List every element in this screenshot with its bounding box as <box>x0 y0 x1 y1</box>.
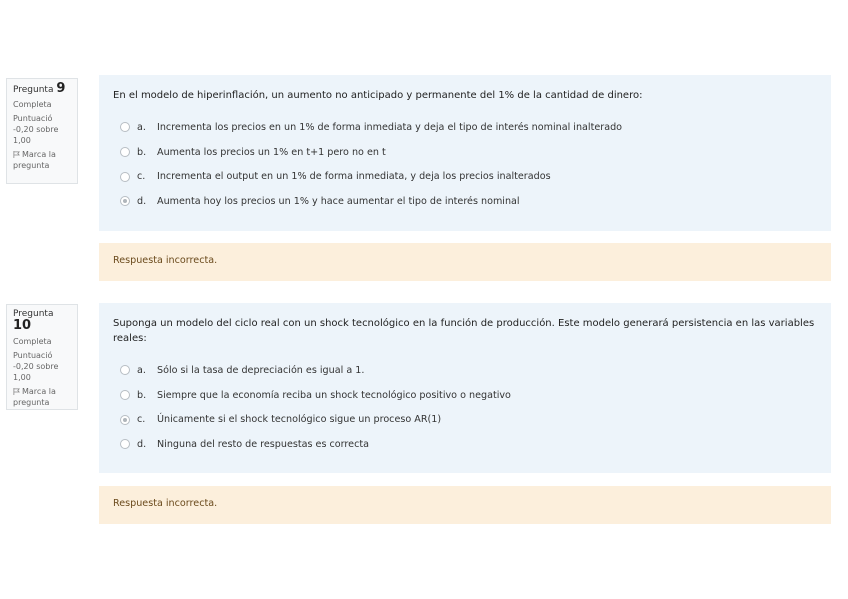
answer-option-c[interactable] <box>113 407 817 432</box>
answer-letter: a. <box>137 121 146 133</box>
question-score: Puntuació -0,20 sobre 1,00 <box>13 114 59 145</box>
answer-text: Aumenta hoy los precios un 1% y hace aumentar el tipo de interés nominal <box>157 195 520 207</box>
radio-button[interactable] <box>120 365 130 375</box>
answer-option-c[interactable] <box>113 164 817 189</box>
question-text: En el modelo de hiperinflación, un aumento no anticipado y permanente del 1% de la cantidad de dinero: <box>113 90 643 101</box>
flag-question-link[interactable] <box>13 386 71 408</box>
question-number: 9 <box>56 81 66 96</box>
radio-button-selected[interactable] <box>120 196 130 206</box>
radio-button[interactable] <box>120 172 130 182</box>
flag-icon <box>13 388 20 395</box>
question-content-9 <box>99 75 831 231</box>
answer-text: Ninguna del resto de respuestas es correcta <box>157 438 369 450</box>
answer-option-d[interactable] <box>113 189 817 214</box>
radio-button-selected[interactable] <box>120 415 130 425</box>
flag-label: Marca la pregunta <box>13 387 56 407</box>
answer-text: Únicamente si el shock tecnológico sigue un proceso AR(1) <box>157 414 442 426</box>
answer-letter: c. <box>137 414 146 426</box>
question-label: Pregunta <box>13 309 54 319</box>
question-state: Completa <box>13 100 52 109</box>
question-label: Pregunta <box>13 85 54 95</box>
radio-button[interactable] <box>120 390 130 400</box>
answer-letter: d. <box>137 195 147 207</box>
answer-letter: b. <box>137 389 147 401</box>
flag-icon <box>13 151 20 158</box>
radio-button[interactable] <box>120 439 130 449</box>
answer-option-d[interactable] <box>113 432 817 457</box>
answer-text: Incrementa el output en un 1% de forma inmediata, y deja los precios inalterados <box>157 171 551 183</box>
answer-option-b[interactable] <box>113 383 817 408</box>
flag-question-link[interactable] <box>13 149 71 171</box>
question-header <box>13 309 71 333</box>
question-text: Suponga un modelo del ciclo real con un shock tecnológico en la función de producción. Este modelo generará persistencia en las variables reales: <box>113 318 815 344</box>
answer-letter: b. <box>137 146 147 158</box>
answer-letter: d. <box>137 438 147 450</box>
radio-button[interactable] <box>120 147 130 157</box>
answer-text: Incrementa los precios en un 1% de forma inmediata y deja el tipo de interés nominal inalterado <box>157 121 623 133</box>
question-info-10 <box>6 304 78 410</box>
answer-option-b[interactable] <box>113 140 817 165</box>
answer-letter: a. <box>137 364 146 376</box>
question-score: Puntuació -0,20 sobre 1,00 <box>13 351 59 382</box>
radio-button[interactable] <box>120 122 130 132</box>
answer-text: Siempre que la economía reciba un shock tecnológico positivo o negativo <box>157 389 511 401</box>
answer-text: Sólo si la tasa de depreciación es igual a 1. <box>157 364 365 376</box>
flag-label: Marca la pregunta <box>13 150 56 170</box>
question-content-10 <box>99 303 831 473</box>
feedback-box: Respuesta incorrecta. <box>99 486 831 524</box>
question-header <box>13 83 71 96</box>
question-number: 10 <box>13 318 32 333</box>
feedback-box: Respuesta incorrecta. <box>99 243 831 281</box>
answer-option-a[interactable] <box>113 115 817 140</box>
answer-text: Aumenta los precios un 1% en t+1 pero no en t <box>157 146 386 158</box>
answer-option-a[interactable] <box>113 358 817 383</box>
question-state: Completa <box>13 337 52 346</box>
question-info-9 <box>6 78 78 184</box>
answer-letter: c. <box>137 171 146 183</box>
